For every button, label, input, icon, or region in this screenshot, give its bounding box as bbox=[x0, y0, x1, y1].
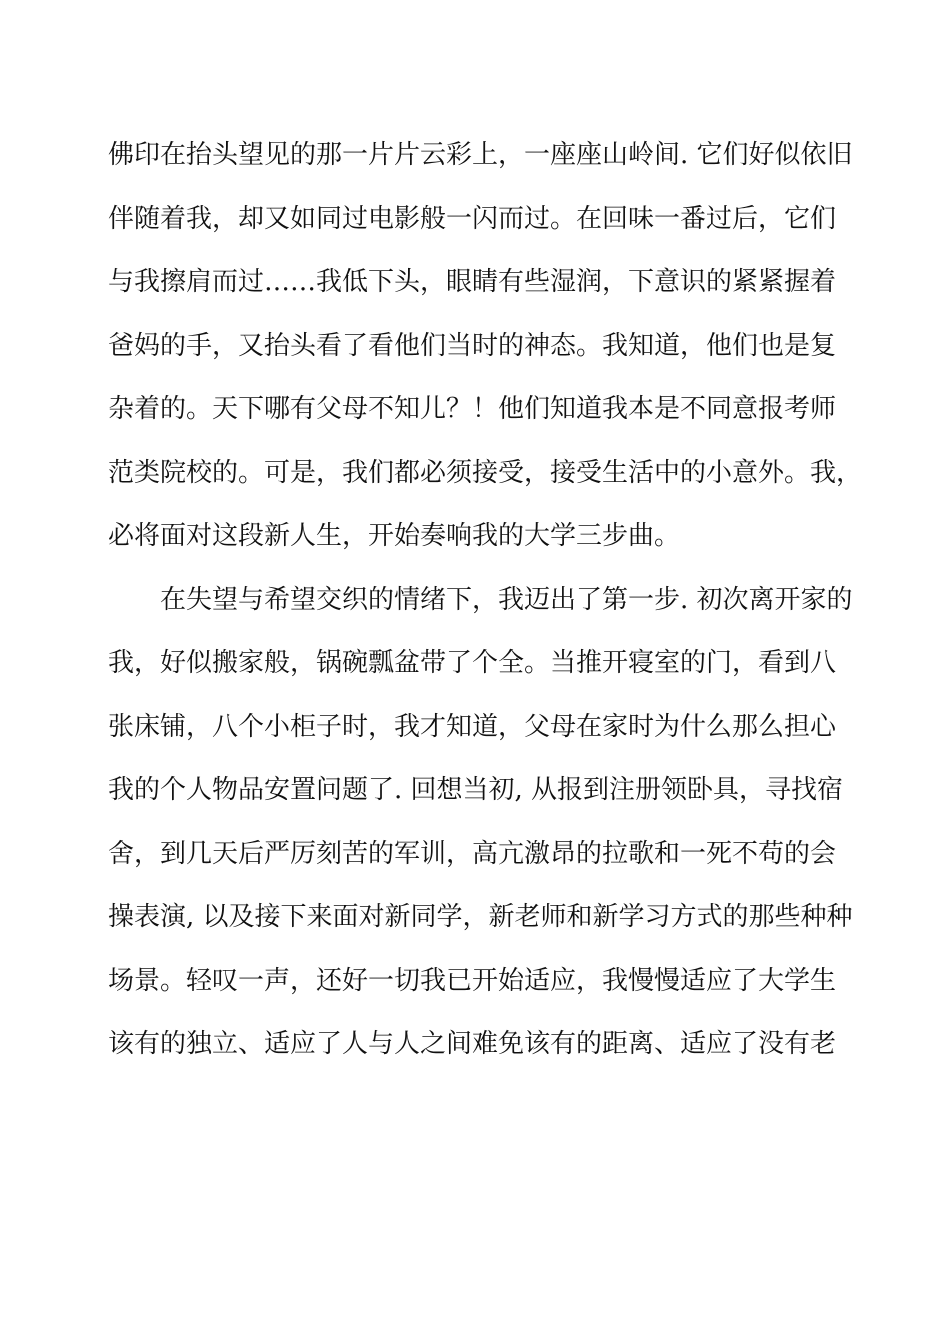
text-line: 必将面对这段新人生，开始奏响我的大学三步曲。 bbox=[108, 521, 681, 551]
text-line: 操表演, 以及接下来面对新同学，新老师和新学习方式的那些种种 bbox=[108, 902, 853, 932]
text-line: 佛印在抬头望见的那一片片云彩上，一座座山岭间. 它们好似依旧 bbox=[108, 140, 853, 170]
text-line: 该有的独立、适应了人与人之间难免该有的距离、适应了没有老 bbox=[108, 1029, 837, 1059]
text-line: 范类院校的。可是，我们都必须接受，接受生活中的小意外。我， bbox=[108, 457, 863, 488]
text-line: 我的个人物品安置问题了. 回想当初, 从报到注册领卧具，寻找宿 bbox=[108, 775, 844, 805]
text-line: 张床铺，八个小柜子时，我才知道，父母在家时为什么那么担心 bbox=[108, 711, 837, 742]
text-line: 伴随着我，却又如同过电影般一闪而过。在回味一番过后，它们 bbox=[108, 203, 837, 234]
text-line: 场景。轻叹一声，还好一切我已开始适应，我慢慢适应了大学生 bbox=[108, 965, 837, 996]
text-line: 杂着的。天下哪有父母不知儿？！他们知道我本是不同意报考师 bbox=[108, 394, 837, 424]
text-line: 与我擦肩而过……我低下头，眼睛有些湿润，下意识的紧紧握着 bbox=[108, 267, 837, 297]
text-line: 舍，到几天后严厉刻苦的军训，高亢激昂的拉歌和一死不苟的会 bbox=[108, 838, 837, 869]
document-body bbox=[108, 124, 863, 1077]
text-line: 我，好似搬家般，锅碗瓢盆带了个全。当推开寝室的门，看到八 bbox=[108, 648, 837, 678]
text-line: 爸妈的手，又抬头看了看他们当时的神态。我知道，他们也是复 bbox=[108, 330, 837, 361]
paragraph-first-line: 在失望与希望交织的情绪下，我迈出了第一步. 初次离开家的 bbox=[160, 584, 853, 615]
